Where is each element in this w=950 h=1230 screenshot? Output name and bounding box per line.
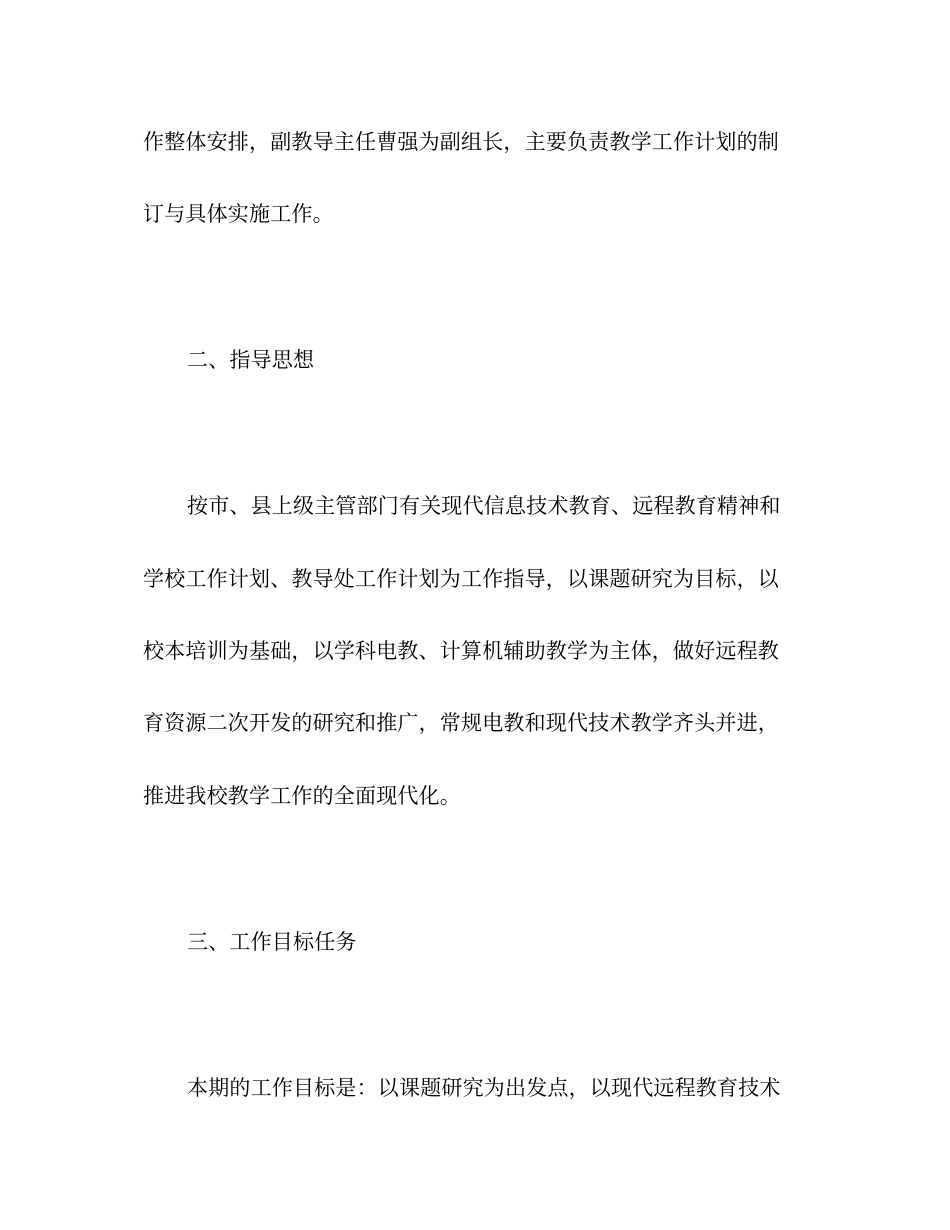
paragraph-line: 校本培训为基础，以学科电教、计算机辅助教学为主体，做好远程教 (143, 639, 779, 663)
section-heading-work-goals: 三、工作目标任务 (187, 930, 357, 954)
paragraph-line: 本期的工作目标是：以课题研究为出发点，以现代远程教育技术 (187, 1076, 781, 1100)
paragraph-line: 学校工作计划、教导处工作计划为工作指导，以课题研究为目标，以 (143, 567, 779, 591)
section-heading-guiding-ideology: 二、指导思想 (187, 348, 315, 372)
paragraph-line: 推进我校教学工作的全面现代化。 (143, 784, 461, 808)
paragraph-line: 订与具体实施工作。 (143, 202, 334, 226)
paragraph-line: 按市、县上级主管部门有关现代信息技术教育、远程教育精神和 (187, 494, 781, 518)
paragraph-line: 作整体安排，副教导主任曹强为副组长，主要负责教学工作计划的制 (143, 130, 779, 154)
paragraph-line: 育资源二次开发的研究和推广，常规电教和现代技术教学齐头并进， (143, 711, 779, 735)
